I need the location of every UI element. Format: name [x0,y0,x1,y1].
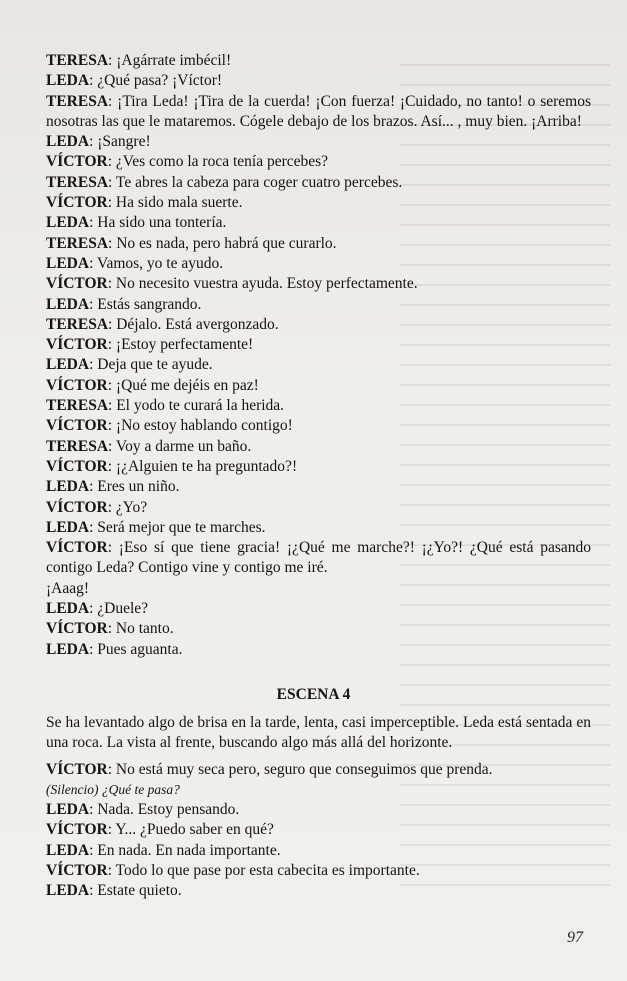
speech-text: : ¿Yo? [107,498,148,516]
speech-text: : Todo lo que pase por esta cabecita es importante. [107,862,420,880]
speech-text: : Será mejor que te marches. [89,518,266,536]
speaker-name: VÍCTOR [46,498,108,516]
speaker-name: VÍCTOR [46,760,108,778]
speaker-name: LEDA [46,518,90,536]
speech-text: : Estate quieto. [89,882,182,900]
body-text-top [46,51,591,660]
stage-note: (Silencio) ¿Qué te pasa? [46,781,180,797]
speaker-name: LEDA [46,600,90,618]
stage-direction: Se ha levantado algo de brisa en la tarde, lenta, casi imperceptible. Leda está sentada en una roca. La vista al frente, buscando algo más allá del horizonte. [46,714,591,752]
speaker-name: LEDA [46,295,90,313]
speech-text: : Ha sido mala suerte. [107,194,243,212]
exclamation-text: ¡Aaag! [46,579,90,597]
speech-text: : Pues aguanta. [89,640,183,658]
speaker-name: TERESA [46,52,109,69]
speech-text: : El yodo te curará la herida. [108,397,285,415]
speaker-name: TERESA [46,234,109,252]
speech-text: : Ha sido una tontería. [89,214,227,232]
speaker-name: TERESA [46,92,109,110]
speech-text: : Y... ¿Puedo saber en qué? [107,821,274,839]
scene-heading: ESCENA 4 [276,686,351,703]
speech-text: : ¿Duele? [89,600,149,618]
speech-text: : No tanto. [107,620,174,638]
speech-text: : ¡Estoy perfectamente! [107,336,254,354]
speech-text: : ¿Ves como la roca tenía percebes? [107,153,329,171]
speaker-name: VÍCTOR [46,620,108,638]
speaker-name: VÍCTOR [46,336,108,354]
speaker-name: VÍCTOR [46,539,108,557]
speaker-name: VÍCTOR [46,417,108,435]
speech-text: : ¡¿Alguien te ha preguntado?! [107,457,298,475]
speech-text: : ¡Eso sí que tiene gracia! ¡¿Qué me marche?! ¡¿Yo?! ¿Qué está pasando contigo Leda? Contigo vine y contigo me iré. [46,539,591,577]
speaker-name: LEDA [46,801,90,819]
speech-text: : Deja que te ayude. [89,356,213,374]
speaker-name: TERESA [46,437,109,455]
speech-text: : ¡Tira Leda! ¡Tira de la cuerda! ¡Con fuerza! ¡Cuidado, no tanto! o seremos nosotras las que le mataremos. Cógele debajo de los brazos. Así... , muy bien. ¡Arriba! [46,92,591,130]
speech-text: : En nada. En nada importante. [89,841,281,859]
speaker-name: TERESA [46,173,109,191]
speaker-name: LEDA [46,72,90,90]
speech-text: : Déjalo. Está avergonzado. [108,315,279,333]
speaker-name: LEDA [46,254,90,272]
speaker-name: LEDA [46,356,90,374]
speaker-name: VÍCTOR [46,275,108,293]
speech-text: : No necesito vuestra ayuda. Estoy perfectamente. [107,275,418,293]
speaker-name: VÍCTOR [46,194,108,212]
speaker-name: LEDA [46,214,90,232]
speaker-name: LEDA [46,882,90,900]
page-number: 97 [567,929,583,946]
speech-text: : ¡Sangre! [89,133,151,151]
speech-text: : No es nada, pero habrá que curarlo. [108,234,337,252]
speech-text: : Estás sangrando. [89,295,202,313]
speaker-name: VÍCTOR [46,457,108,475]
speaker-name: LEDA [46,841,90,859]
body-text-bottom [46,713,591,902]
speech-text: : ¡Qué me dejéis en paz! [107,376,259,394]
speech-text: : Vamos, yo te ayudo. [89,254,224,272]
speech-text: : No está muy seca pero, seguro que conseguimos que prenda. [107,760,493,778]
speaker-name: LEDA [46,478,90,496]
speech-text: : Voy a darme un baño. [108,437,252,455]
speaker-name: LEDA [46,640,90,658]
speaker-name: VÍCTOR [46,862,108,880]
speech-text: : ¿Qué pasa? ¡Víctor! [89,72,223,90]
speech-text: : Te abres la cabeza para coger cuatro percebes. [108,173,403,191]
speech-text: : ¡No estoy hablando contigo! [107,417,293,435]
speaker-name: TERESA [46,397,109,415]
speech-text: : Nada. Estoy pensando. [89,801,240,819]
speaker-name: VÍCTOR [46,153,108,171]
speech-text: : Eres un niño. [89,478,180,496]
speaker-name: VÍCTOR [46,821,108,839]
speaker-name: VÍCTOR [46,376,108,394]
speaker-name: TERESA [46,315,109,333]
speech-text: : ¡Agárrate imbécil! [108,52,232,69]
speaker-name: LEDA [46,133,90,151]
